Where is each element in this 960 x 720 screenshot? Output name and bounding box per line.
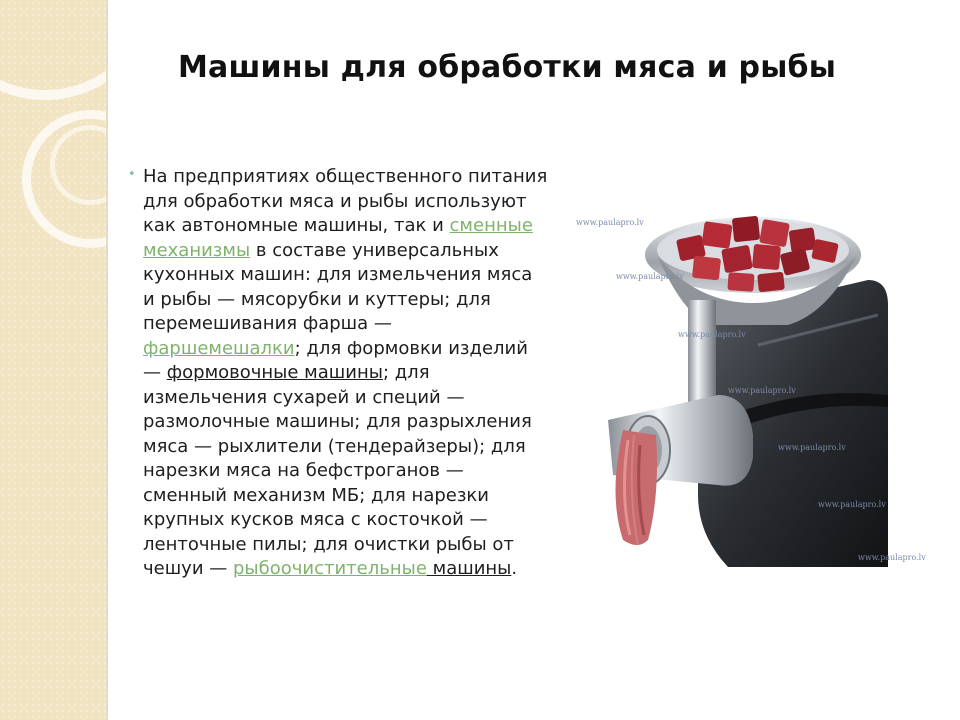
slide-title: Машины для обработки мяса и рыбы xyxy=(178,50,837,85)
decorative-side-band xyxy=(0,0,106,720)
text-segment: ; для формовки изделий — xyxy=(143,337,528,383)
text-segment: ; для измельчения сухарей и специй — размолочные машины; для разрыхления мяса — рыхлители (тендерайзеры); для нарезки мяса на бефстроганов — сменный механизм МБ; для нарезки крупных кусков мяса с косточкой — ленточные пилы; для очистки рыбы от чешуи — xyxy=(143,362,532,579)
watermark: www.paulapro.lv xyxy=(616,272,684,281)
meat-grinder-photo xyxy=(568,195,948,580)
link-smennye-mekhanizmy[interactable]: сменные механизмы xyxy=(143,215,533,261)
watermark: www.paulapro.lv xyxy=(728,386,796,395)
watermark: www.paulapro.lv xyxy=(818,500,886,509)
bullet-text xyxy=(143,165,548,582)
link-mashiny[interactable]: машины xyxy=(426,558,512,579)
watermark: www.paulapro.lv xyxy=(576,218,644,227)
text-segment: в составе универсальных кухонных машин: для измельчения мяса и рыбы — мясорубки и куттеры; для перемешивания фарша — xyxy=(143,239,533,334)
link-farshemeshalki[interactable]: фаршемешалки xyxy=(143,337,295,359)
watermark: www.paulapro.lv xyxy=(858,553,926,562)
watermark: www.paulapro.lv xyxy=(778,443,846,452)
ground-meat xyxy=(616,430,658,545)
side-band-edge xyxy=(106,0,108,720)
decorative-ring xyxy=(0,0,106,100)
bullet-icon: • xyxy=(128,167,136,182)
watermark: www.paulapro.lv xyxy=(678,330,746,339)
link-formovochnye-mashiny[interactable]: формовочные машины xyxy=(166,362,383,383)
text-segment: . xyxy=(511,558,518,579)
bullet-list xyxy=(128,165,548,582)
text-segment: На предприятиях общественного питания для обработки мяса и рыбы используют как автономные машины, так и xyxy=(143,166,548,236)
link-ryboochistitelnye[interactable]: рыбоочистительные xyxy=(232,558,427,579)
